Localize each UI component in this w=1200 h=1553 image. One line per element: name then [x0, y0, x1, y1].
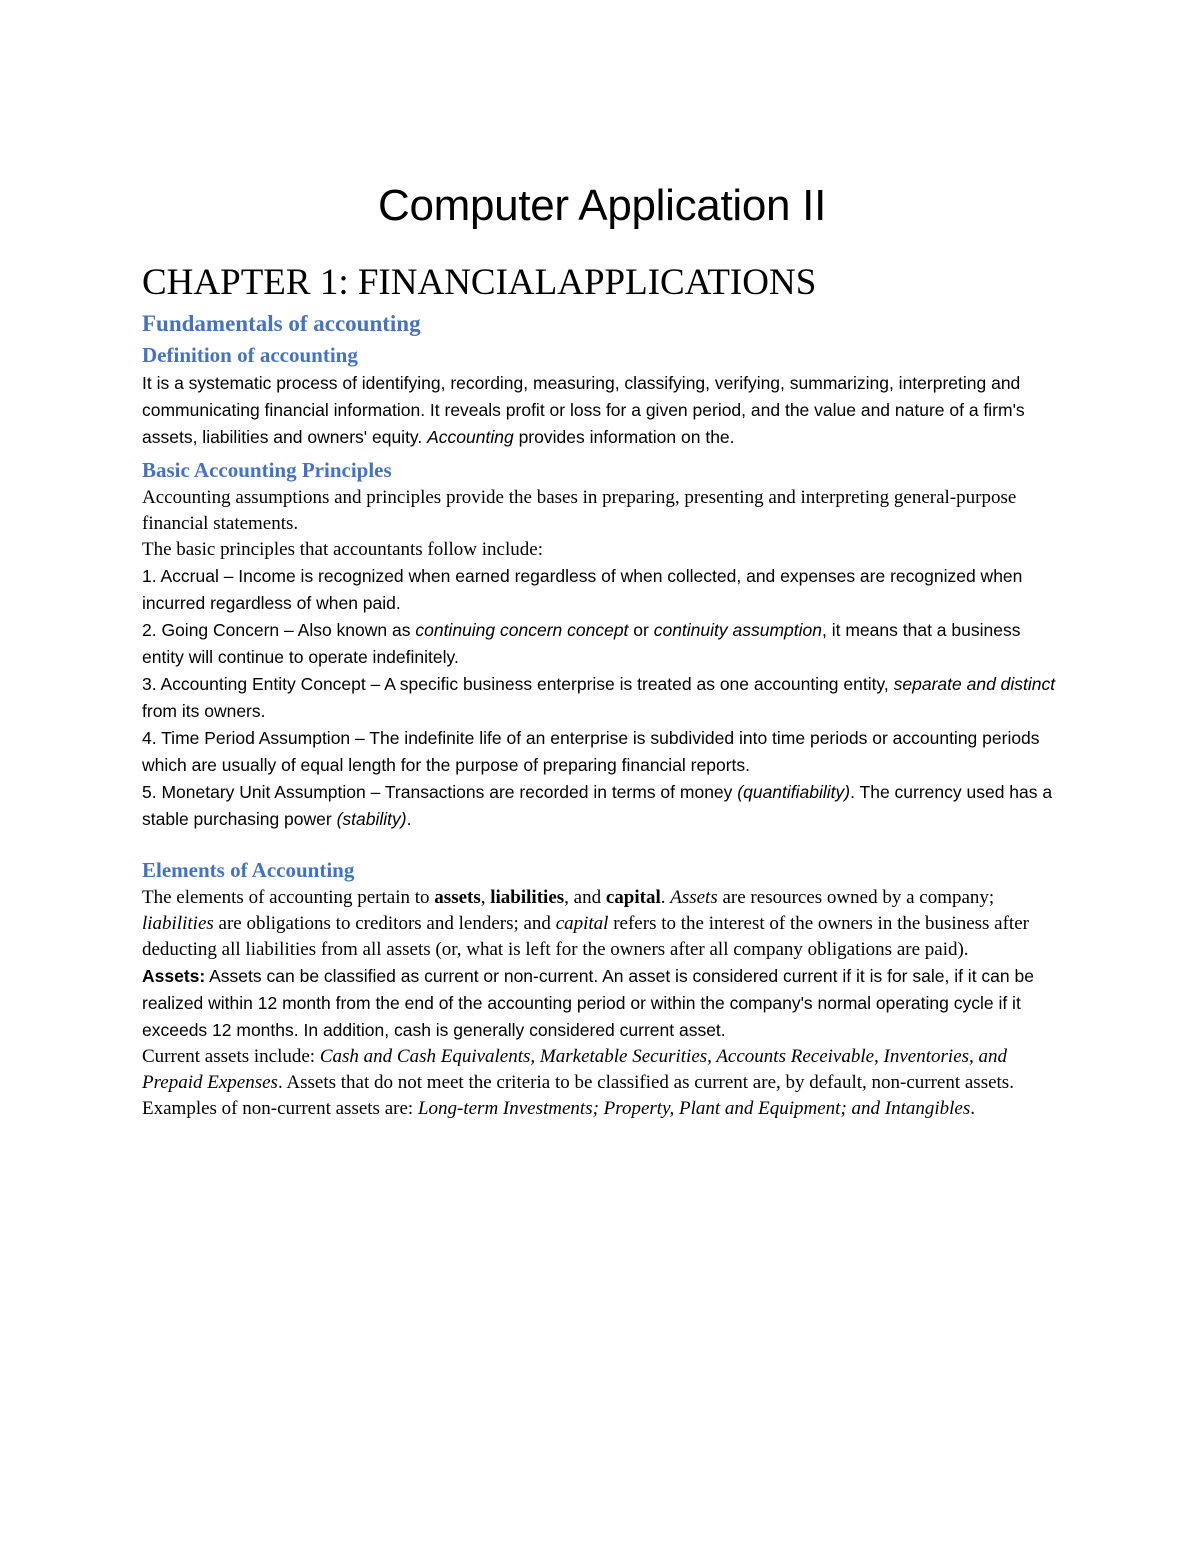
subheading-elements: Elements of Accounting	[142, 858, 355, 882]
principle-item-monetary-unit: 5. Monetary Unit Assumption – Transactions are recorded in terms of money (quantifiability). The currency used has a stable purchasing power (stability).	[142, 782, 1053, 829]
principles-intro: Accounting assumptions and principles provide the bases in preparing, presenting and interpreting general-purpose financial statements.	[142, 487, 1017, 534]
definition-paragraph: It is a systematic process of identifying, recording, measuring, classifying, verifying, summarizing, interpreting and communicating financial information. It reveals profit or loss for a given period, and the value and nature of a firm's assets, liabilities and owners' equity. Accounting provides information on the.	[142, 373, 1025, 447]
current-assets-paragraph: Current assets include: Cash and Cash Equivalents, Marketable Securities, Accounts Receivable, Inventories, and Prepaid Expenses. Assets that do not meet the criteria to be classified as current are, by default, non-current assets. Examples of non-current assets are: Long-term Investments; Property, Plant and Equipment; and Intangibles.	[142, 1046, 1014, 1119]
section-spacer	[142, 833, 1062, 855]
subheading-definition: Definition of accounting	[142, 343, 358, 367]
subheading-principles: Basic Accounting Principles	[142, 458, 392, 482]
elements-paragraph: The elements of accounting pertain to assets, liabilities, and capital. Assets are resources owned by a company; liabilities are obligations to creditors and lenders; and capital refers to the interest of the owners in the business after deducting all liabilities from all assets (or, what is left for the owners after all company obligations are paid).	[142, 887, 1029, 960]
principle-item-accrual: 1. Accrual – Income is recognized when earned regardless of when collected, and expenses are recognized when incurred regardless of when paid.	[142, 566, 1023, 613]
chapter-heading: CHAPTER 1: FINANCIALAPPLICATIONS	[142, 262, 817, 303]
assets-paragraph: Assets: Assets can be classified as current or non-current. An asset is considered current if it is for sale, if it can be realized within 12 month from the end of the accounting period or within the company's normal operating cycle if it exceeds 12 months. In addition, cash is generally considered current asset.	[142, 966, 1034, 1040]
principle-item-entity: 3. Accounting Entity Concept – A specific business enterprise is treated as one accounting entity, separate and distinct from its owners.	[142, 674, 1056, 721]
principle-item-going-concern: 2. Going Concern – Also known as continuing concern concept or continuity assumption, it means that a business entity will continue to operate indefinitely.	[142, 620, 1021, 667]
principle-item-time-period: 4. Time Period Assumption – The indefinite life of an enterprise is subdivided into time periods or accounting periods which are usually of equal length for the purpose of preparing financial reports.	[142, 728, 1040, 775]
document-content	[142, 180, 1062, 1122]
section-heading-fundamentals: Fundamentals of accounting	[142, 311, 421, 336]
document-title: Computer Application II	[377, 181, 826, 230]
principles-intro-2: The basic principles that accountants follow include:	[142, 539, 543, 560]
